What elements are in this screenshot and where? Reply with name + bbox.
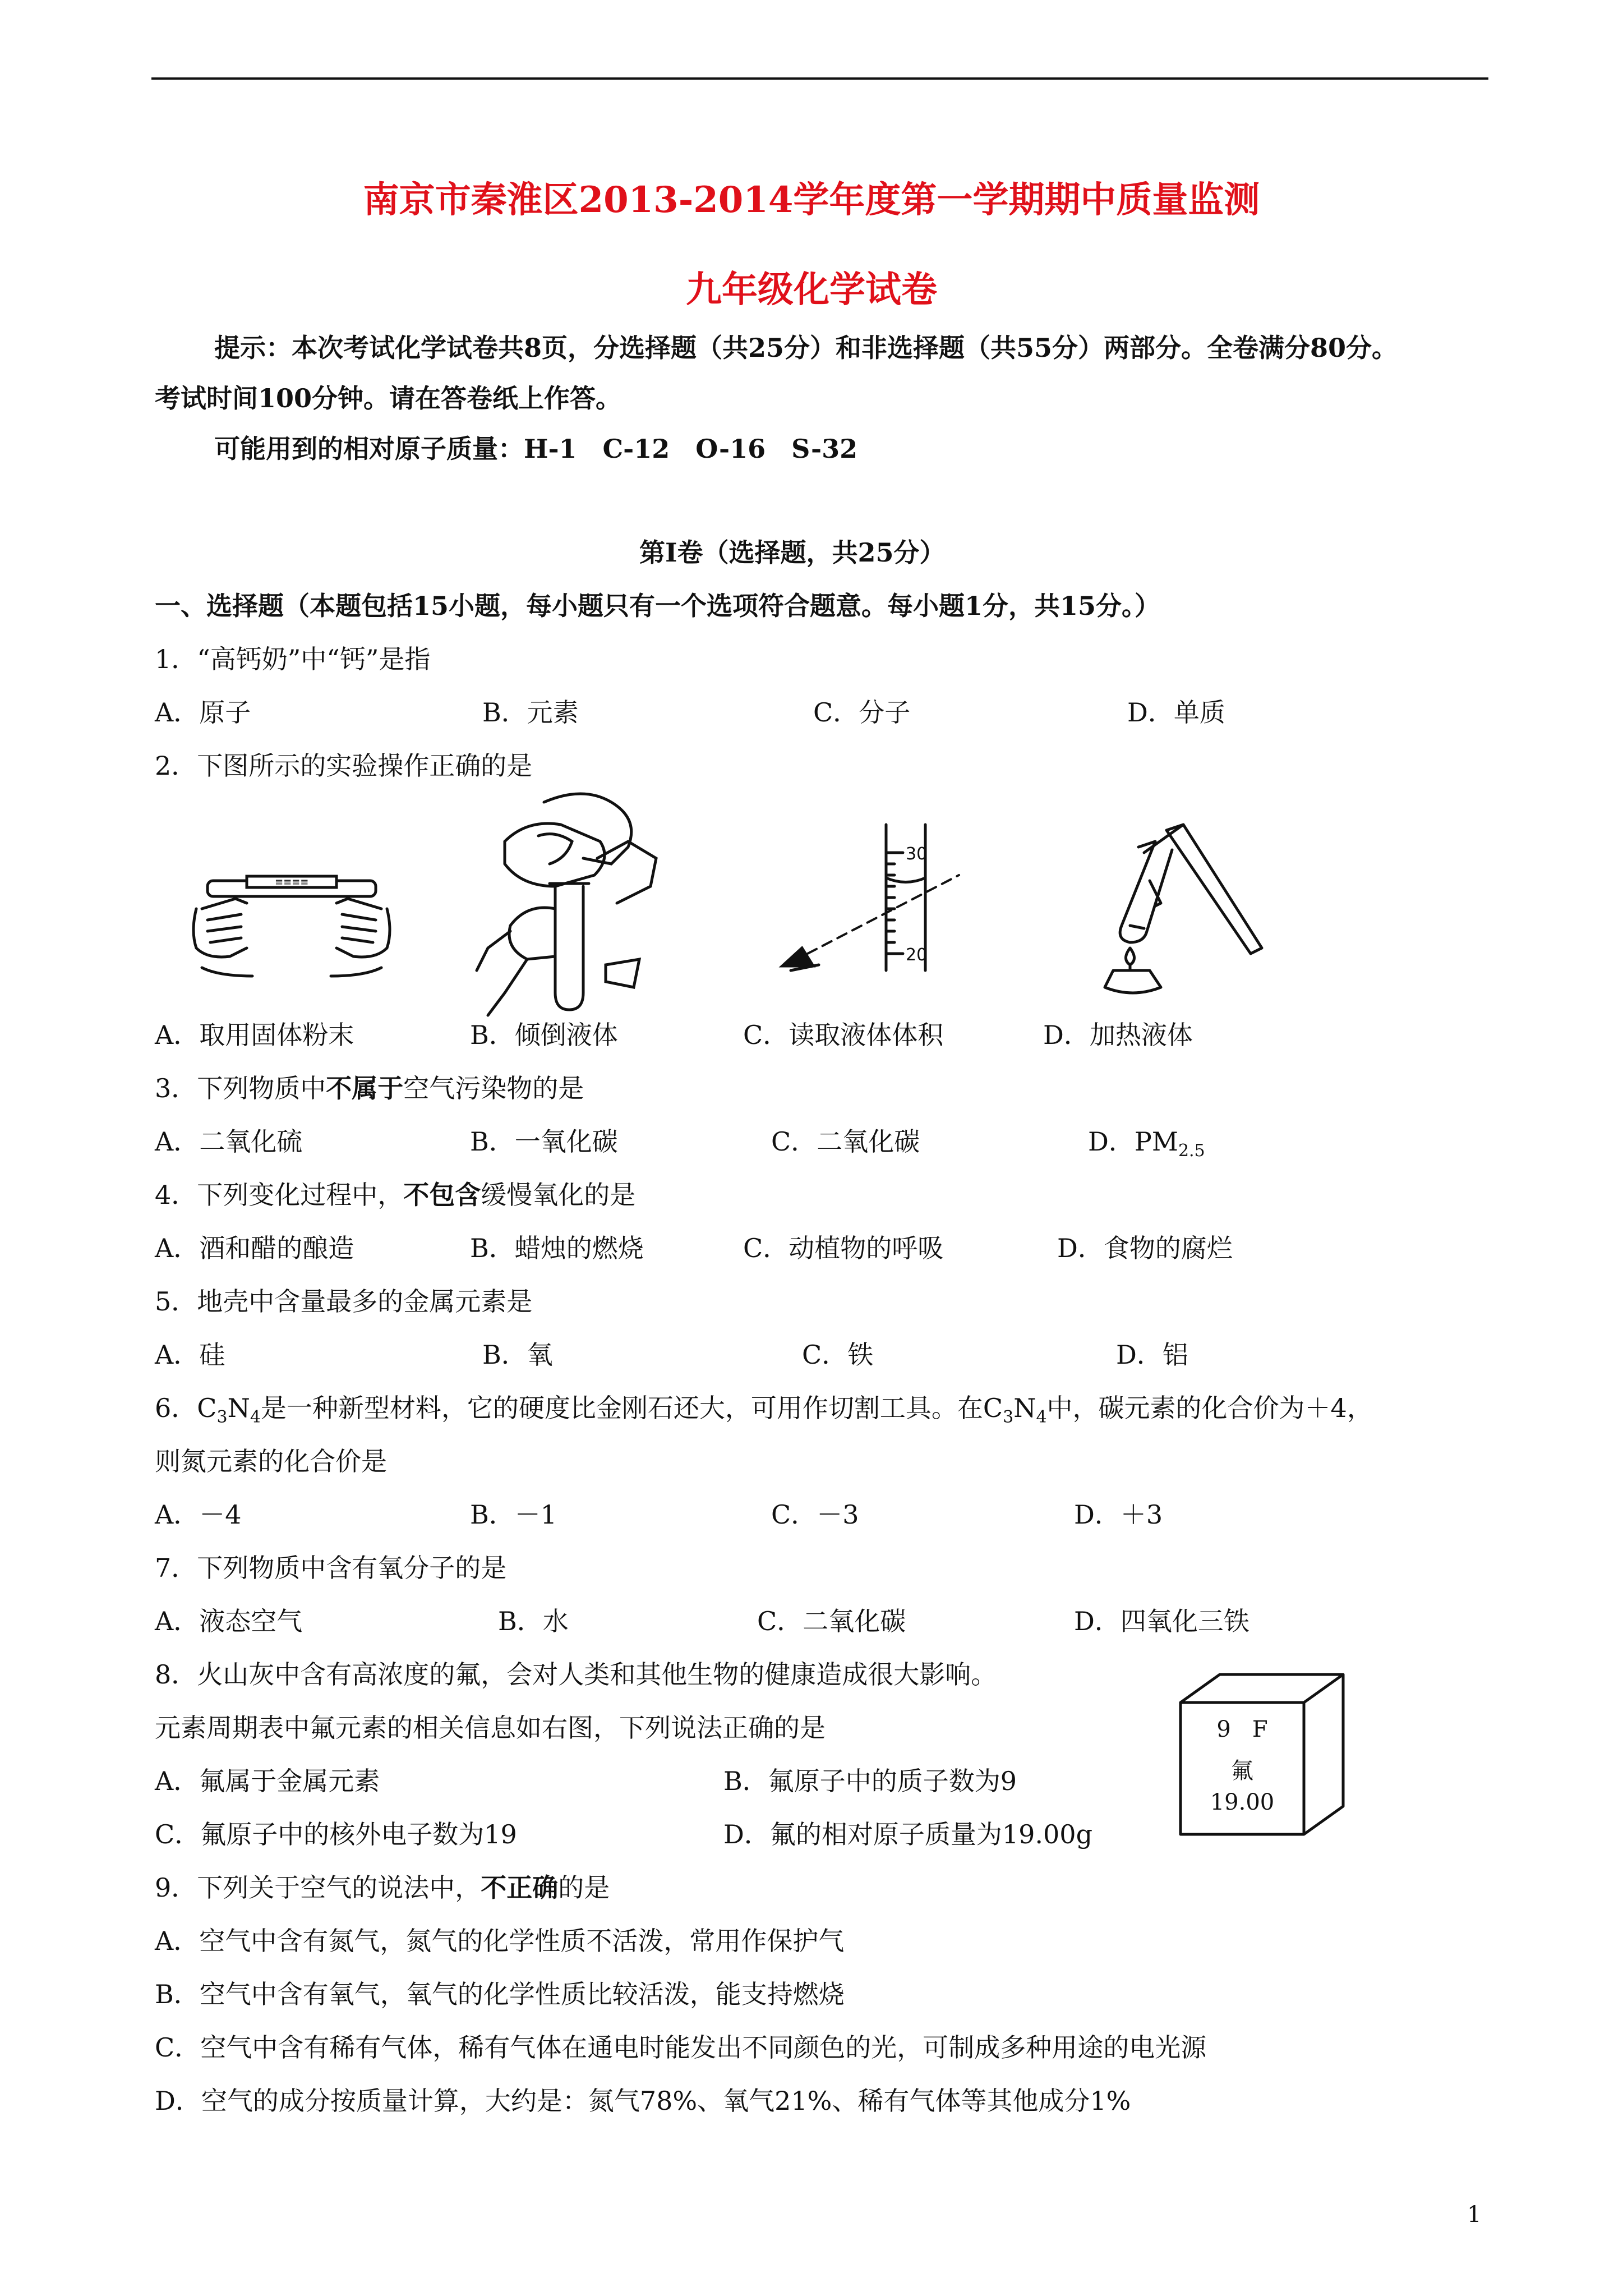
- q5-option-a: A．硅: [155, 1340, 225, 1370]
- element-atomic-number: 9: [1216, 1717, 1231, 1742]
- q9-option-a: A．空气中含有氮气，氮气的化学性质不活泼，常用作保护气: [155, 1926, 845, 1956]
- q9-stem: 9．下列关于空气的说法中，不正确的是: [155, 1872, 610, 1903]
- q1-option-c: C．分子: [813, 697, 911, 728]
- q2-option-c: C．读取液体体积: [743, 1020, 944, 1050]
- q3-stem: 3．下列物质中不属于空气污染物的是: [155, 1073, 584, 1103]
- figure-a-powder: [185, 864, 398, 982]
- q6-option-c: C．－3: [771, 1499, 859, 1530]
- element-name: 氟: [1231, 1758, 1253, 1784]
- tips-line-3: 可能用到的相对原子质量：H-1 C-12 O-16 S-32: [214, 434, 858, 464]
- q2-option-b: B．倾倒液体: [470, 1020, 618, 1050]
- figure-c-reading-volume: [768, 819, 993, 987]
- q5-stem: 5．地壳中含量最多的金属元素是: [155, 1286, 533, 1317]
- part-title: 第Ⅰ卷（选择题，共25分）: [639, 537, 946, 568]
- q2-option-d: D．加热液体: [1043, 1020, 1193, 1050]
- section-instruction: 一、选择题（本题包括15小题，每小题只有一个选项符合题意。每小题1分，共15分。）: [155, 591, 1161, 621]
- cylinder-label-20: 20: [906, 945, 928, 965]
- q4-option-a: A．酒和醋的酿造: [155, 1233, 354, 1263]
- q3-option-a: A．二氧化硫: [155, 1126, 303, 1157]
- q1-option-b: B．元素: [482, 697, 579, 728]
- cylinder-label-30: 30: [906, 844, 928, 864]
- q1-option-a: A．原子: [155, 697, 251, 728]
- page-title: 南京市秦淮区2013-2014学年度第一学期期中质量监测: [363, 179, 1260, 221]
- q8-option-b: B．氟原子中的质子数为9: [723, 1766, 1017, 1796]
- q2-option-a: A．取用固体粉末: [155, 1020, 354, 1050]
- element-atomic-mass: 19.00: [1210, 1789, 1275, 1815]
- q6-stem-line2: 则氮元素的化合价是: [155, 1446, 387, 1476]
- q9-option-d: D．空气的成分按质量计算，大约是：氮气78%、氧气21%、稀有气体等其他成分1%: [155, 2086, 1131, 2116]
- q9-option-b: B．空气中含有氧气，氧气的化学性质比较活泼，能支持燃烧: [155, 1979, 845, 2009]
- q7-stem: 7．下列物质中含有氧分子的是: [155, 1553, 507, 1583]
- q6-option-b: B．－1: [470, 1499, 557, 1530]
- q8-option-c: C．氟原子中的核外电子数为19: [155, 1819, 517, 1849]
- q2-stem: 2．下图所示的实验操作正确的是: [155, 751, 533, 781]
- figure-d-heating: [1099, 819, 1284, 1004]
- q7-option-a: A．液态空气: [155, 1606, 303, 1636]
- q8-stem-line2: 元素周期表中氟元素的相关信息如右图，下列说法正确的是: [155, 1713, 826, 1743]
- svg-text:≡≡≡≡: ≡≡≡≡: [275, 876, 309, 888]
- q8-option-a: A．氟属于金属元素: [155, 1766, 380, 1796]
- q5-option-c: C．铁: [802, 1340, 874, 1370]
- q6-stem: 6．$C_3N_4$是一种新型材料，它的硬度比金刚石还大，可用作切割工具。在$C_3N_4$中，碳元素的化合价为＋4，: [155, 1393, 1373, 1428]
- q5-option-b: B．氧: [482, 1340, 553, 1370]
- q4-option-d: D．食物的腐烂: [1057, 1233, 1233, 1263]
- element-symbol: F: [1252, 1717, 1268, 1742]
- q6-option-d: D．＋3: [1074, 1499, 1163, 1530]
- q1-stem: 1．“高钙奶”中“钙”是指: [155, 644, 431, 674]
- q7-option-c: C．二氧化碳: [757, 1606, 906, 1636]
- q8-stem-line1: 8．火山灰中含有高浓度的氟，会对人类和其他生物的健康造成很大影响。: [155, 1659, 997, 1690]
- page-number: 1: [1467, 2202, 1482, 2228]
- q4-option-c: C．动植物的呼吸: [743, 1233, 944, 1263]
- q5-option-d: D．铝: [1116, 1340, 1188, 1370]
- element-card-top: [1183, 1717, 1301, 1742]
- q7-option-b: B．水: [498, 1606, 569, 1636]
- page-subtitle: 九年级化学试卷: [686, 269, 937, 311]
- figure-b-pouring: [471, 780, 667, 1032]
- q4-option-b: B．蜡烛的燃烧: [470, 1233, 644, 1263]
- q3-option-b: B．一氧化碳: [470, 1126, 618, 1157]
- top-rule: [151, 77, 1488, 80]
- element-card-fluorine: [1178, 1672, 1346, 1840]
- tips-line-2: 考试时间100分钟。请在答卷纸上作答。: [155, 383, 622, 413]
- q3-option-d: D．$PM_{2.5}$: [1088, 1126, 1205, 1161]
- q1-option-d: D．单质: [1127, 697, 1225, 728]
- q3-option-c: C．二氧化碳: [771, 1126, 920, 1157]
- q7-option-d: D．四氧化三铁: [1074, 1606, 1249, 1636]
- q4-stem: 4．下列变化过程中，不包含缓慢氧化的是: [155, 1180, 636, 1210]
- q8-option-d: D．氟的相对原子质量为19.00g: [723, 1819, 1093, 1849]
- q9-option-c: C．空气中含有稀有气体，稀有气体在通电时能发出不同颜色的光，可制成多种用途的电光源: [155, 2032, 1207, 2063]
- q6-option-a: A．－4: [155, 1499, 242, 1530]
- tips-line-1: 提示：本次考试化学试卷共8页，分选择题（共25分）和非选择题（共55分）两部分。全卷满分80分。: [214, 333, 1398, 363]
